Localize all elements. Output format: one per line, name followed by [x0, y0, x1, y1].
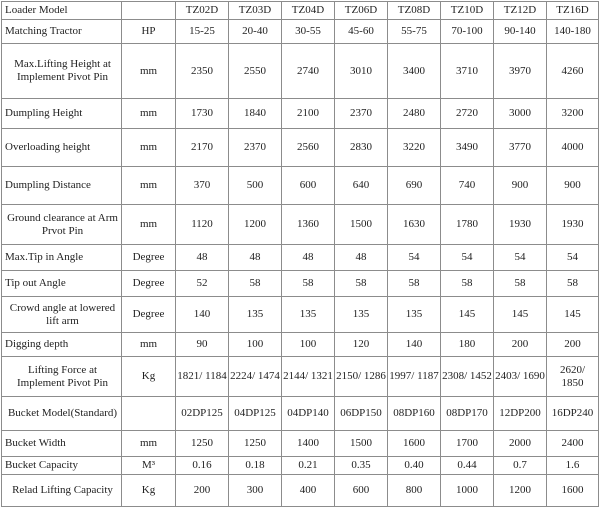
- value-cell: 2403/ 1690: [494, 357, 547, 397]
- value-cell: 900: [547, 167, 599, 205]
- value-cell: 90-140: [494, 20, 547, 44]
- value-cell: 70-100: [441, 20, 494, 44]
- value-cell: 200: [547, 333, 599, 357]
- value-cell: 90: [176, 333, 229, 357]
- value-cell: 58: [335, 271, 388, 297]
- table-row: [2, 271, 599, 297]
- parameter-cell: Bucket Width: [2, 431, 122, 457]
- value-cell: 0.44: [441, 457, 494, 475]
- value-cell: 740: [441, 167, 494, 205]
- value-cell: 1500: [335, 205, 388, 245]
- value-cell: 1500: [335, 431, 388, 457]
- unit-cell: mm: [122, 431, 176, 457]
- unit-cell: Degree: [122, 245, 176, 271]
- table-row: [2, 205, 599, 245]
- value-cell: 140: [176, 297, 229, 333]
- parameter-cell: Lifting Force at Implement Pivot Pin: [2, 357, 122, 397]
- value-cell: 2620/ 1850: [547, 357, 599, 397]
- value-cell: 2550: [229, 44, 282, 99]
- table-row: [2, 99, 599, 129]
- value-cell: 48: [229, 245, 282, 271]
- header-model-cell: TZ04D: [282, 2, 335, 20]
- value-cell: 900: [494, 167, 547, 205]
- table-row: [2, 297, 599, 333]
- value-cell: 0.35: [335, 457, 388, 475]
- unit-cell: Degree: [122, 297, 176, 333]
- value-cell: 4000: [547, 129, 599, 167]
- header-unit-cell: [122, 2, 176, 20]
- value-cell: 30-55: [282, 20, 335, 44]
- table-row: [2, 457, 599, 475]
- value-cell: 2370: [229, 129, 282, 167]
- value-cell: 2400: [547, 431, 599, 457]
- value-cell: 1250: [176, 431, 229, 457]
- value-cell: 1200: [494, 475, 547, 507]
- parameter-cell: Matching Tractor: [2, 20, 122, 44]
- value-cell: 3770: [494, 129, 547, 167]
- value-cell: 145: [547, 297, 599, 333]
- value-cell: 1930: [494, 205, 547, 245]
- value-cell: 1400: [282, 431, 335, 457]
- value-cell: 1200: [229, 205, 282, 245]
- parameter-cell: Ground clearance at Arm Prvot Pin: [2, 205, 122, 245]
- value-cell: 3200: [547, 99, 599, 129]
- unit-cell: mm: [122, 167, 176, 205]
- table-row: [2, 333, 599, 357]
- header-model-cell: TZ10D: [441, 2, 494, 20]
- value-cell: 0.7: [494, 457, 547, 475]
- value-cell: 1930: [547, 205, 599, 245]
- value-cell: 1821/ 1184: [176, 357, 229, 397]
- parameter-cell: Relad Lifting Capacity: [2, 475, 122, 507]
- value-cell: 1360: [282, 205, 335, 245]
- table-row: [2, 167, 599, 205]
- value-cell: 58: [282, 271, 335, 297]
- unit-cell: mm: [122, 44, 176, 99]
- value-cell: 135: [388, 297, 441, 333]
- value-cell: 1997/ 1187: [388, 357, 441, 397]
- value-cell: 3220: [388, 129, 441, 167]
- value-cell: 15-25: [176, 20, 229, 44]
- header-model-cell: TZ06D: [335, 2, 388, 20]
- value-cell: 1600: [388, 431, 441, 457]
- value-cell: 2308/ 1452: [441, 357, 494, 397]
- table-row: [2, 357, 599, 397]
- value-cell: 3490: [441, 129, 494, 167]
- value-cell: 135: [282, 297, 335, 333]
- value-cell: 3400: [388, 44, 441, 99]
- value-cell: 800: [388, 475, 441, 507]
- value-cell: 2350: [176, 44, 229, 99]
- value-cell: 300: [229, 475, 282, 507]
- value-cell: 2144/ 1321: [282, 357, 335, 397]
- value-cell: 4260: [547, 44, 599, 99]
- value-cell: 58: [494, 271, 547, 297]
- value-cell: 06DP150: [335, 397, 388, 431]
- value-cell: 58: [388, 271, 441, 297]
- table-row: [2, 129, 599, 167]
- loader-spec-table: [1, 1, 599, 507]
- table-row: [2, 245, 599, 271]
- value-cell: 0.21: [282, 457, 335, 475]
- value-cell: 100: [229, 333, 282, 357]
- value-cell: 120: [335, 333, 388, 357]
- value-cell: 1120: [176, 205, 229, 245]
- parameter-cell: Dumpling Distance: [2, 167, 122, 205]
- value-cell: 2830: [335, 129, 388, 167]
- parameter-cell: Overloading height: [2, 129, 122, 167]
- value-cell: 145: [494, 297, 547, 333]
- header-parameter-cell: Loader Model: [2, 2, 122, 20]
- value-cell: 58: [547, 271, 599, 297]
- value-cell: 12DP200: [494, 397, 547, 431]
- value-cell: 2720: [441, 99, 494, 129]
- table-row: [2, 475, 599, 507]
- header-model-cell: TZ03D: [229, 2, 282, 20]
- parameter-cell: Bucket Capacity: [2, 457, 122, 475]
- unit-cell: Kg: [122, 357, 176, 397]
- value-cell: 140: [388, 333, 441, 357]
- table-row: [2, 431, 599, 457]
- unit-cell: mm: [122, 333, 176, 357]
- value-cell: 3010: [335, 44, 388, 99]
- value-cell: 140-180: [547, 20, 599, 44]
- value-cell: 100: [282, 333, 335, 357]
- value-cell: 3710: [441, 44, 494, 99]
- table-row: [2, 20, 599, 44]
- value-cell: 3970: [494, 44, 547, 99]
- value-cell: 2370: [335, 99, 388, 129]
- header-model-cell: TZ02D: [176, 2, 229, 20]
- value-cell: 08DP170: [441, 397, 494, 431]
- header-model-cell: TZ08D: [388, 2, 441, 20]
- value-cell: 54: [547, 245, 599, 271]
- value-cell: 2150/ 1286: [335, 357, 388, 397]
- value-cell: 1250: [229, 431, 282, 457]
- unit-cell: [122, 397, 176, 431]
- value-cell: 20-40: [229, 20, 282, 44]
- parameter-cell: Max.Lifting Height at Implement Pivot Pin: [2, 44, 122, 99]
- value-cell: 2740: [282, 44, 335, 99]
- value-cell: 52: [176, 271, 229, 297]
- value-cell: 08DP160: [388, 397, 441, 431]
- parameter-cell: Tip out Angle: [2, 271, 122, 297]
- value-cell: 200: [494, 333, 547, 357]
- value-cell: 180: [441, 333, 494, 357]
- value-cell: 200: [176, 475, 229, 507]
- unit-cell: mm: [122, 205, 176, 245]
- value-cell: 640: [335, 167, 388, 205]
- value-cell: 370: [176, 167, 229, 205]
- value-cell: 45-60: [335, 20, 388, 44]
- value-cell: 02DP125: [176, 397, 229, 431]
- unit-cell: mm: [122, 129, 176, 167]
- table-row: [2, 397, 599, 431]
- spec-table-container: [1, 1, 599, 507]
- value-cell: 1.6: [547, 457, 599, 475]
- header-model-cell: TZ16D: [547, 2, 599, 20]
- value-cell: 135: [229, 297, 282, 333]
- value-cell: 48: [335, 245, 388, 271]
- header-row: [2, 2, 599, 20]
- value-cell: 690: [388, 167, 441, 205]
- value-cell: 2560: [282, 129, 335, 167]
- value-cell: 54: [388, 245, 441, 271]
- value-cell: 2224/ 1474: [229, 357, 282, 397]
- value-cell: 0.40: [388, 457, 441, 475]
- value-cell: 04DP125: [229, 397, 282, 431]
- parameter-cell: Bucket Model(Standard): [2, 397, 122, 431]
- unit-cell: Kg: [122, 475, 176, 507]
- value-cell: 2170: [176, 129, 229, 167]
- parameter-cell: Crowd angle at lowered lift arm: [2, 297, 122, 333]
- value-cell: 58: [441, 271, 494, 297]
- value-cell: 500: [229, 167, 282, 205]
- value-cell: 04DP140: [282, 397, 335, 431]
- value-cell: 3000: [494, 99, 547, 129]
- value-cell: 48: [282, 245, 335, 271]
- value-cell: 16DP240: [547, 397, 599, 431]
- table-row: [2, 44, 599, 99]
- value-cell: 1780: [441, 205, 494, 245]
- value-cell: 1000: [441, 475, 494, 507]
- unit-cell: Degree: [122, 271, 176, 297]
- parameter-cell: Digging depth: [2, 333, 122, 357]
- unit-cell: HP: [122, 20, 176, 44]
- value-cell: 54: [441, 245, 494, 271]
- value-cell: 135: [335, 297, 388, 333]
- value-cell: 600: [282, 167, 335, 205]
- unit-cell: M³: [122, 457, 176, 475]
- value-cell: 1840: [229, 99, 282, 129]
- unit-cell: mm: [122, 99, 176, 129]
- value-cell: 54: [494, 245, 547, 271]
- value-cell: 48: [176, 245, 229, 271]
- value-cell: 0.18: [229, 457, 282, 475]
- parameter-cell: Dumpling Height: [2, 99, 122, 129]
- value-cell: 400: [282, 475, 335, 507]
- header-model-cell: TZ12D: [494, 2, 547, 20]
- value-cell: 55-75: [388, 20, 441, 44]
- value-cell: 2480: [388, 99, 441, 129]
- value-cell: 600: [335, 475, 388, 507]
- value-cell: 2000: [494, 431, 547, 457]
- value-cell: 145: [441, 297, 494, 333]
- parameter-cell: Max.Tip in Angle: [2, 245, 122, 271]
- value-cell: 2100: [282, 99, 335, 129]
- value-cell: 1600: [547, 475, 599, 507]
- value-cell: 58: [229, 271, 282, 297]
- value-cell: 0.16: [176, 457, 229, 475]
- value-cell: 1630: [388, 205, 441, 245]
- value-cell: 1730: [176, 99, 229, 129]
- value-cell: 1700: [441, 431, 494, 457]
